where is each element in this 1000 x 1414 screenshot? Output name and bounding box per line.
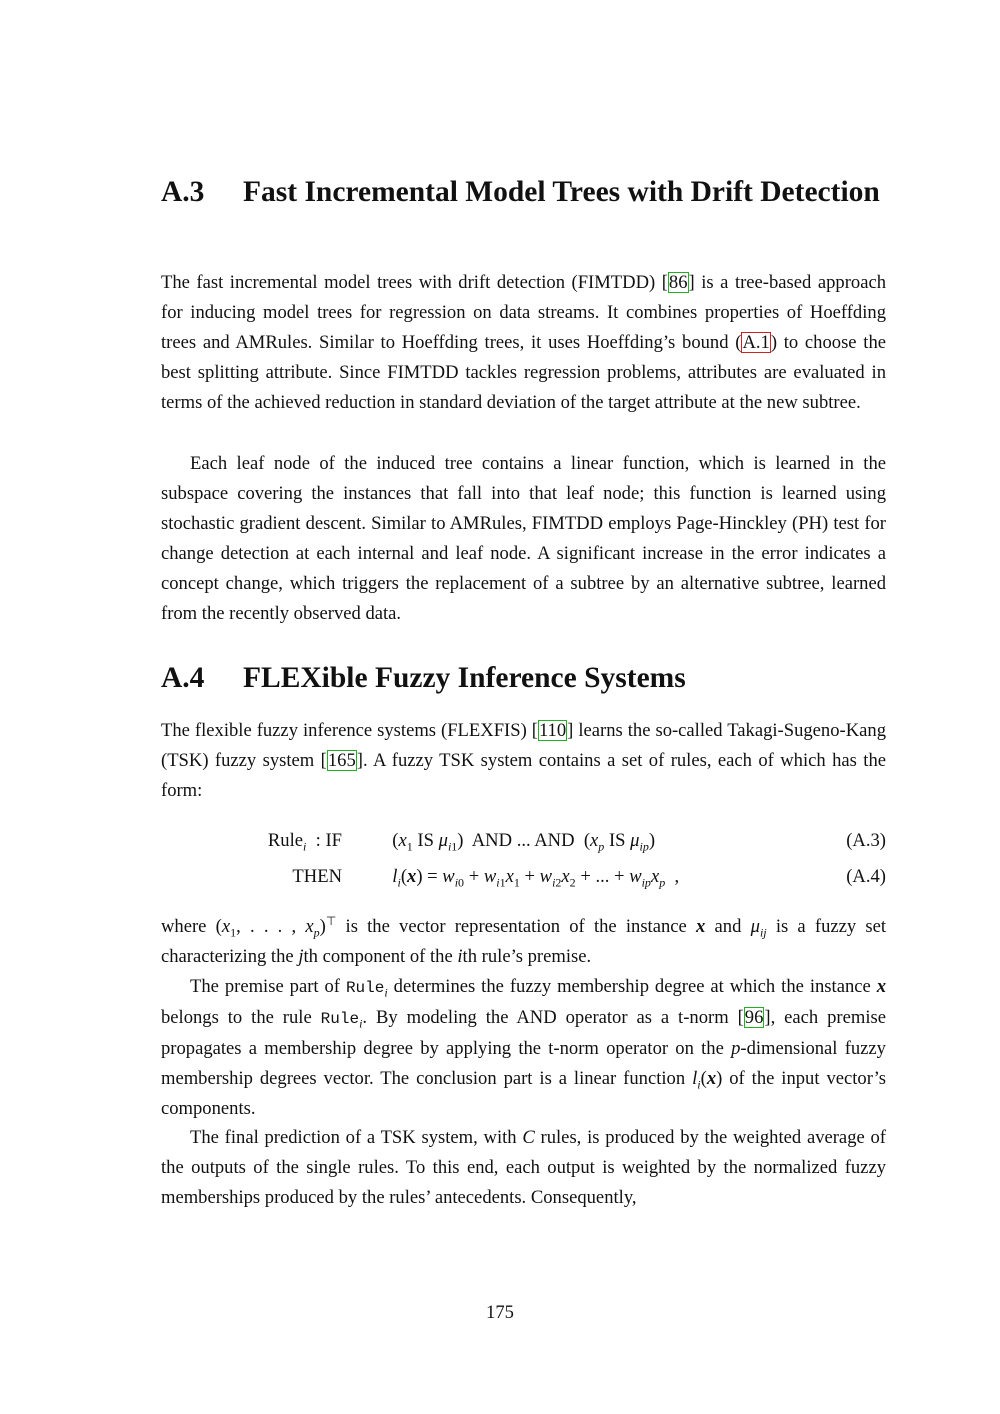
paragraph-a3-1 — [161, 268, 886, 418]
equation-number: (A.4) — [846, 866, 886, 887]
page-number: 175 — [486, 1302, 514, 1323]
text-run: is the vector representation of the instance — [345, 916, 687, 937]
text-run: The fast incremental model trees with drift detection (FIMTDD) [ — [161, 272, 668, 293]
citation-link[interactable]: 110 — [538, 720, 567, 741]
paragraph-a4-1 — [161, 716, 886, 806]
equation-number: (A.3) — [846, 830, 886, 851]
section-title: FLEXible Fuzzy Inference Systems — [243, 662, 686, 694]
equation-link[interactable]: A.1 — [742, 332, 770, 353]
text-run: where — [161, 916, 207, 937]
text-run: is a fuzzy set characterizing the — [161, 916, 887, 967]
text-run: ], each premise propagates a membership degree by applying the t-norm operator on the — [161, 1007, 886, 1059]
equation-rhs: ($x_1$ IS $\mu_{i1}$) AND ... AND ($x_p$ IS $\mu_{ip}$) — [383, 830, 656, 854]
text-run: . By modeling the AND operator as a t-norm [ — [362, 1007, 744, 1028]
text-run: th component of the — [303, 946, 453, 967]
paragraph-a4-4: The final prediction of a TSK system, with C rules, is produced by the weighted average of the outputs of the single rules. To this end, each output is weighted by the normalized fuzzy memberships produced by the rules’ antecedents. Consequently, — [161, 1127, 886, 1208]
text-run: ]. A fuzzy TSK system contains a set of rules, each of which has the form: — [161, 750, 886, 801]
text-run: th rule’s premise. — [462, 946, 592, 967]
text-run: -dimensional fuzzy membership degrees vector. The conclusion part is a linear function — [161, 1038, 886, 1089]
text-run: The final prediction of a TSK system, with — [190, 1127, 517, 1148]
citation-link[interactable]: 86 — [668, 272, 688, 293]
text-run: ) to choose the best splitting attribute. Since FIMTDD tackles regression problems, attributes are evaluated in terms of the achieved reduction in standard deviation of the target attribute at the new subtree. — [161, 332, 886, 413]
section-number: A.4 — [161, 662, 205, 694]
paragraph-a4-3: The premise part of Rule$_i$ determines the fuzzy membership degree at which the instance x belongs to the rule Rule$_i$. By modeling the AND operator as a t-norm [96], each premise propagates a membership degree by applying the t-norm operator on the p-dimensional fuzzy membership degrees vector. The conclusion part is a linear function $l_i(x)$ of the input vector’s components. — [161, 976, 887, 1119]
paragraph-a3-2: Each leaf node of the induced tree contains a linear function, which is learned in the subspace covering the instances that fall into that leaf node; this function is learned using stochastic gradient descent. Similar to AMRules, FIMTDD employs Page-Hinckley (PH) test for change detection at each internal and leaf node. A significant increase in the error indicates a concept change, which triggers the replacement of a subtree by an alternative subtree, learned from the recently observed data. — [161, 453, 886, 624]
text-run: The premise part of — [190, 976, 340, 997]
citation-link[interactable]: 96 — [744, 1007, 764, 1028]
text-run: ] is a tree-based approach for inducing model trees for regression on data streams. It combines properties of Hoeffding trees and AMRules. Similar to Hoeffding trees, it uses Hoeffding’s bound ( — [161, 272, 887, 353]
text-run: belongs to the rule — [161, 1007, 312, 1028]
citation-link[interactable]: 165 — [327, 750, 356, 771]
equation-a4 — [161, 862, 886, 892]
text-run: of the input vector’s components. — [161, 1068, 887, 1119]
text-run: determines the fuzzy membership degree at which the instance — [393, 976, 871, 997]
equation-lhs: THEN — [292, 866, 342, 887]
section-number: A.3 — [161, 176, 205, 208]
section-heading-a3 — [161, 174, 886, 211]
text-run: ] learns the so-called Takagi-Sugeno-Kang (TSK) fuzzy system [ — [161, 720, 886, 771]
section-title: Fast Incremental Model Trees with Drift Detection — [243, 176, 880, 208]
section-heading-a4 — [161, 660, 886, 697]
equation-rhs: $l_i(x) = w_{i0} + w_{i1}x_1 + w_{i2}x_2$ + ... + $w_{ip}x_p$ , — [392, 866, 680, 890]
paragraph-a4-2: where ($x_1$, . . . , $x_p)^⊤$ is the vector representation of the instance x and $\mu_{ij}$ is a fuzzy set characterizing the jth component of the ith rule’s premise. — [161, 913, 887, 967]
text-run: and — [714, 916, 742, 937]
equation-lhs: Rule$_i$ : IF — [267, 830, 342, 854]
equation-a3 — [161, 826, 886, 856]
text-run: rules, is produced by the weighted average of the outputs of the single rules. To this end, each output is weighted by the normalized fuzzy memberships produced by the rules’ antecedents. Consequently, — [161, 1127, 886, 1208]
text-run: The flexible fuzzy inference systems (FLEXFIS) [ — [161, 720, 538, 741]
